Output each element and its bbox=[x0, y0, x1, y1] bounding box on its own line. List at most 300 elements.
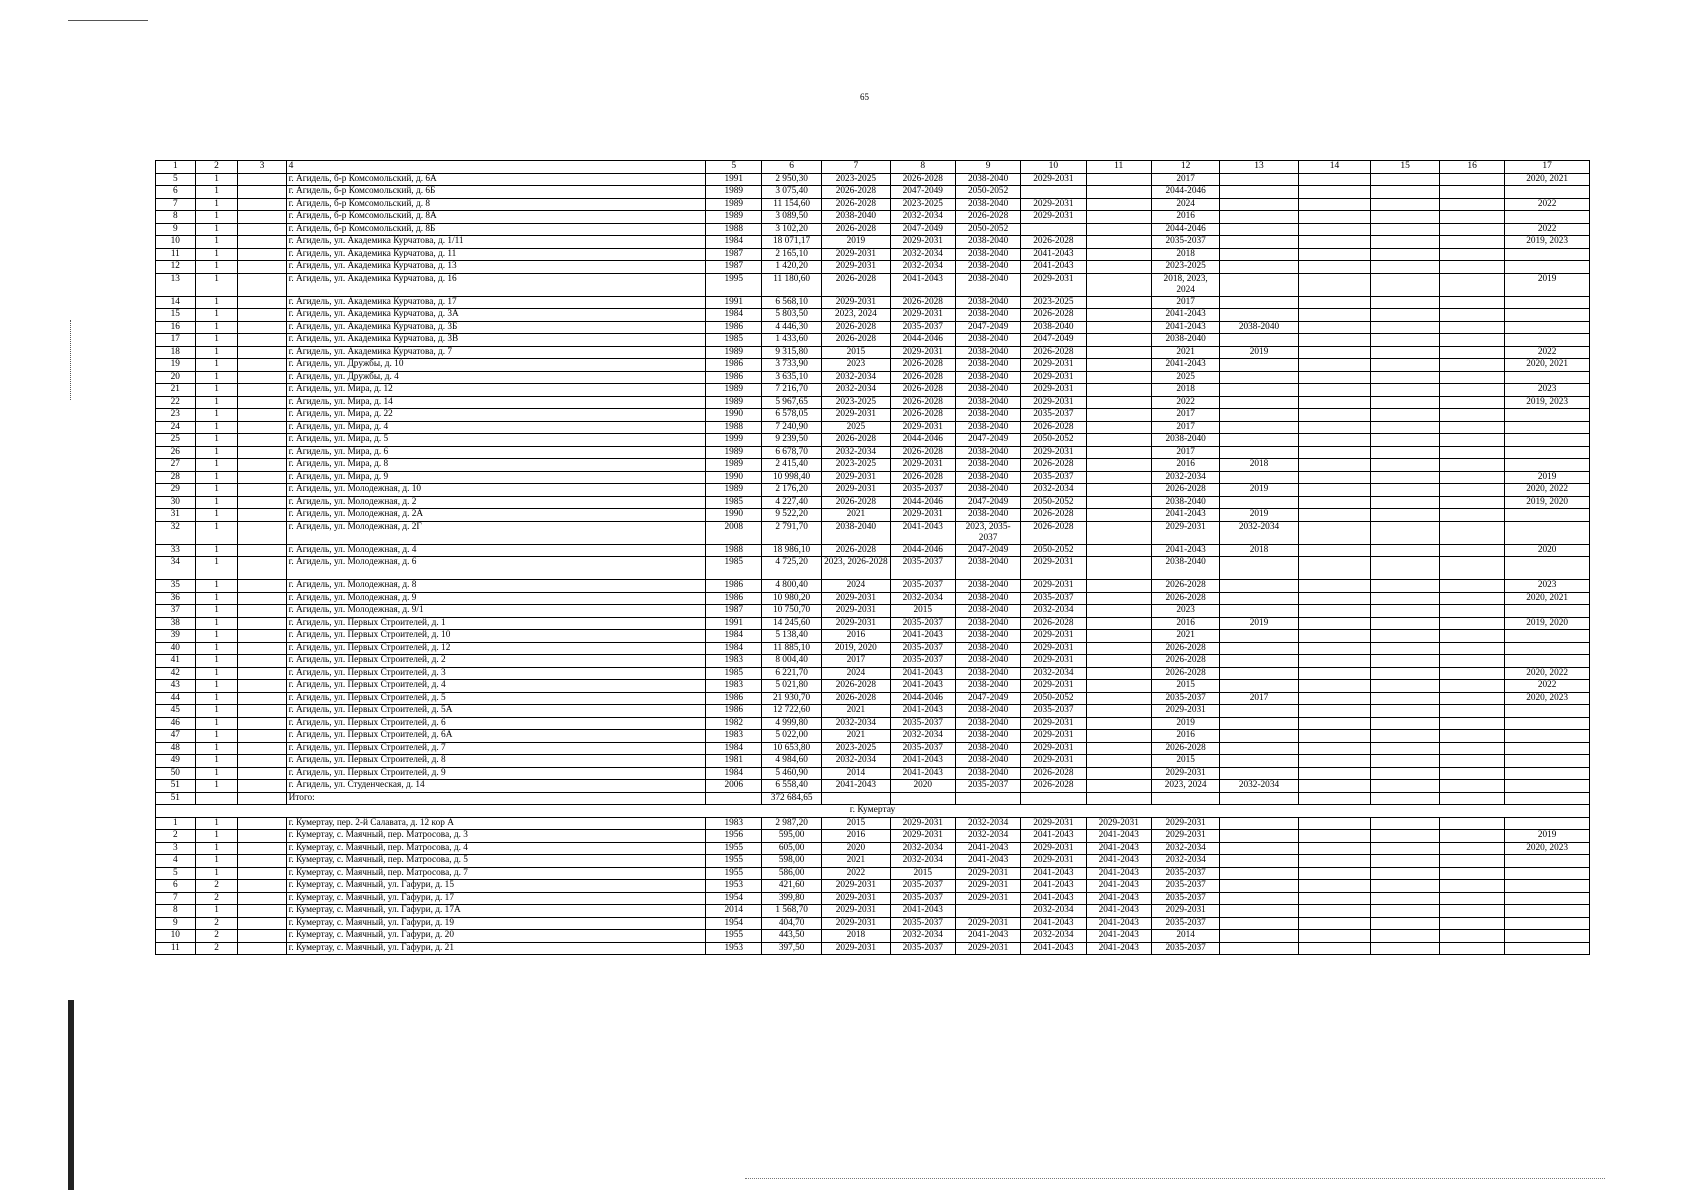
table-row bbox=[156, 842, 1590, 855]
table-cell: 3 075,40 bbox=[762, 186, 822, 199]
table-cell bbox=[1298, 930, 1371, 943]
table-cell bbox=[1439, 409, 1504, 422]
table-cell: 372 684,65 bbox=[762, 792, 822, 805]
table-row bbox=[156, 630, 1590, 643]
table-cell: 2026-2028 bbox=[1021, 509, 1086, 522]
table-cell bbox=[1371, 521, 1440, 544]
table-row bbox=[156, 692, 1590, 705]
table-cell bbox=[1298, 655, 1371, 668]
table-cell: 7 bbox=[156, 198, 196, 211]
table-cell: 2016 bbox=[822, 630, 891, 643]
table-cell: 2018, 2023, 2024 bbox=[1151, 273, 1220, 296]
table-cell: 2026-2028 bbox=[822, 496, 891, 509]
page-number: 65 bbox=[860, 92, 869, 102]
table-cell bbox=[1220, 817, 1298, 830]
bottom-rule bbox=[745, 1178, 1605, 1179]
table-row bbox=[156, 296, 1590, 309]
table-cell: 2026-2028 bbox=[1151, 592, 1220, 605]
table-cell bbox=[1220, 792, 1298, 805]
table-cell: 2029-2031 bbox=[890, 421, 955, 434]
table-cell bbox=[1298, 296, 1371, 309]
table-cell: 2038-2040 bbox=[955, 384, 1020, 397]
table-cell: 2023-2025 bbox=[822, 459, 891, 472]
table-cell: 8 004,40 bbox=[762, 655, 822, 668]
table-cell bbox=[1371, 471, 1440, 484]
table-cell: 1 568,70 bbox=[762, 905, 822, 918]
table-cell: 2035-2037 bbox=[1021, 471, 1086, 484]
table-cell: 6 bbox=[156, 880, 196, 893]
table-cell bbox=[1298, 484, 1371, 497]
table-row bbox=[156, 580, 1590, 593]
table-cell: 3 bbox=[156, 842, 196, 855]
table-cell: 1990 bbox=[706, 509, 762, 522]
table-cell bbox=[1220, 905, 1298, 918]
table-cell bbox=[238, 830, 286, 843]
table-cell bbox=[1220, 842, 1298, 855]
table-cell: 2041-2043 bbox=[890, 521, 955, 544]
address-cell: г. Агидель, ул. Молодежная, д. 9/1 bbox=[286, 605, 706, 618]
table-cell: 1986 bbox=[706, 580, 762, 593]
table-cell bbox=[1439, 692, 1504, 705]
table-cell bbox=[238, 334, 286, 347]
table-cell: 11 885,10 bbox=[762, 642, 822, 655]
table-cell bbox=[1439, 917, 1504, 930]
table-cell bbox=[1021, 223, 1086, 236]
table-cell: 2016 bbox=[1151, 459, 1220, 472]
table-cell: 14 245,60 bbox=[762, 617, 822, 630]
table-cell: 4 800,40 bbox=[762, 580, 822, 593]
table-cell bbox=[1298, 496, 1371, 509]
table-row bbox=[156, 942, 1590, 955]
table-cell: 51 bbox=[156, 780, 196, 793]
table-cell: 2029-2031 bbox=[890, 459, 955, 472]
table-cell: 2 165,10 bbox=[762, 248, 822, 261]
table-cell: 45 bbox=[156, 705, 196, 718]
table-cell: 2038-2040 bbox=[955, 667, 1020, 680]
table-cell: 2035-2037 bbox=[890, 942, 955, 955]
table-cell: 1 bbox=[195, 867, 238, 880]
table-cell: 1 bbox=[195, 544, 238, 557]
address-cell: г. Кумертау, с. Маячный, пер. Матросова, д. 7 bbox=[286, 867, 706, 880]
table-cell: 2041-2043 bbox=[1021, 867, 1086, 880]
table-cell bbox=[1086, 742, 1151, 755]
table-cell: 1999 bbox=[706, 434, 762, 447]
table-cell bbox=[1220, 409, 1298, 422]
table-cell: 2026-2028 bbox=[822, 223, 891, 236]
table-cell bbox=[238, 580, 286, 593]
table-cell: 3 102,20 bbox=[762, 223, 822, 236]
table-cell: 2014 bbox=[1151, 930, 1220, 943]
table-cell bbox=[238, 892, 286, 905]
address-cell: г. Кумертау, с. Маячный, пер. Матросова, д. 3 bbox=[286, 830, 706, 843]
address-cell: г. Агидель, ул. Мира, д. 12 bbox=[286, 384, 706, 397]
table-cell bbox=[1298, 396, 1371, 409]
table-row bbox=[156, 496, 1590, 509]
table-cell bbox=[1505, 855, 1590, 868]
table-cell bbox=[1220, 767, 1298, 780]
table-cell: 1989 bbox=[706, 346, 762, 359]
table-cell bbox=[890, 792, 955, 805]
table-cell bbox=[1439, 223, 1504, 236]
table-cell: 1 bbox=[195, 484, 238, 497]
table-cell: 2015 bbox=[890, 867, 955, 880]
table-cell: 1955 bbox=[706, 930, 762, 943]
table-cell: 2 bbox=[195, 161, 238, 174]
table-cell bbox=[1439, 309, 1504, 322]
table-cell bbox=[1439, 496, 1504, 509]
table-cell: 2024 bbox=[1151, 198, 1220, 211]
table-cell: 1991 bbox=[706, 173, 762, 186]
table-cell: 2026-2028 bbox=[822, 680, 891, 693]
table-cell: 2019 bbox=[1505, 471, 1590, 484]
table-cell: 2041-2043 bbox=[1021, 261, 1086, 274]
table-row bbox=[156, 484, 1590, 497]
table-cell: 2026-2028 bbox=[1021, 459, 1086, 472]
table-cell: 2035-2037 bbox=[890, 892, 955, 905]
table-cell bbox=[1371, 892, 1440, 905]
table-cell bbox=[1439, 359, 1504, 372]
table-row bbox=[156, 459, 1590, 472]
table-cell bbox=[1298, 544, 1371, 557]
table-cell: 42 bbox=[156, 667, 196, 680]
table-cell: 7 240,90 bbox=[762, 421, 822, 434]
table-cell: 1986 bbox=[706, 705, 762, 718]
table-cell bbox=[1371, 557, 1440, 580]
table-cell: 2029-2031 bbox=[955, 892, 1020, 905]
address-cell: г. Агидель, ул. Студенческая, д. 14 bbox=[286, 780, 706, 793]
table-cell: 2038-2040 bbox=[955, 557, 1020, 580]
table-cell: 1 bbox=[195, 334, 238, 347]
table-row bbox=[156, 717, 1590, 730]
table-cell bbox=[1505, 642, 1590, 655]
table-row bbox=[156, 642, 1590, 655]
table-cell bbox=[238, 905, 286, 918]
table-cell: 1 bbox=[195, 780, 238, 793]
table-cell: 9 239,50 bbox=[762, 434, 822, 447]
table-cell bbox=[1086, 642, 1151, 655]
table-cell bbox=[238, 236, 286, 249]
table-cell bbox=[1371, 509, 1440, 522]
table-cell bbox=[1086, 236, 1151, 249]
table-cell: 8 bbox=[156, 905, 196, 918]
table-cell: 4 725,20 bbox=[762, 557, 822, 580]
table-cell bbox=[1298, 509, 1371, 522]
table-cell: 2026-2028 bbox=[1151, 484, 1220, 497]
table-row bbox=[156, 917, 1590, 930]
table-cell: 1 bbox=[195, 421, 238, 434]
table-cell bbox=[1086, 434, 1151, 447]
table-cell: 2038-2040 bbox=[955, 730, 1020, 743]
table-cell: 2035-2037 bbox=[1151, 892, 1220, 905]
table-cell: 2029-2031 bbox=[1021, 742, 1086, 755]
table-cell bbox=[1439, 755, 1504, 768]
table-cell bbox=[1439, 544, 1504, 557]
table-cell: 1 bbox=[195, 173, 238, 186]
table-cell: 2026-2028 bbox=[890, 409, 955, 422]
table-cell bbox=[238, 261, 286, 274]
table-cell: 33 bbox=[156, 544, 196, 557]
table-cell: 1984 bbox=[706, 236, 762, 249]
table-cell bbox=[1439, 767, 1504, 780]
table-cell bbox=[1086, 396, 1151, 409]
table-cell bbox=[238, 617, 286, 630]
table-cell bbox=[1505, 521, 1590, 544]
table-cell: 2032-2034 bbox=[1151, 842, 1220, 855]
table-cell bbox=[1220, 630, 1298, 643]
table-cell: 47 bbox=[156, 730, 196, 743]
table-cell: 2032-2034 bbox=[890, 842, 955, 855]
table-cell: 2015 bbox=[890, 605, 955, 618]
table-cell bbox=[1439, 617, 1504, 630]
table-cell bbox=[1298, 223, 1371, 236]
table-cell: 1985 bbox=[706, 557, 762, 580]
table-cell: 2015 bbox=[1151, 755, 1220, 768]
table-cell: 2047-2049 bbox=[1021, 334, 1086, 347]
table-cell: 1984 bbox=[706, 642, 762, 655]
table-cell: 2022 bbox=[1151, 396, 1220, 409]
table-cell: 11 bbox=[1086, 161, 1151, 174]
table-row bbox=[156, 261, 1590, 274]
table-cell bbox=[1220, 917, 1298, 930]
table-cell: 44 bbox=[156, 692, 196, 705]
table-cell: 2023 bbox=[1505, 384, 1590, 397]
table-cell bbox=[1439, 717, 1504, 730]
table-cell: 32 bbox=[156, 521, 196, 544]
table-cell: 2023-2025 bbox=[890, 198, 955, 211]
table-cell bbox=[1371, 905, 1440, 918]
address-cell: г. Агидель, ул. Молодежная, д. 9 bbox=[286, 592, 706, 605]
table-cell bbox=[1086, 792, 1151, 805]
table-row bbox=[156, 592, 1590, 605]
table-cell: 2029-2031 bbox=[890, 346, 955, 359]
table-row bbox=[156, 880, 1590, 893]
table-cell: Итого: bbox=[286, 792, 706, 805]
table-cell: 1984 bbox=[706, 309, 762, 322]
table-cell bbox=[1298, 767, 1371, 780]
table-cell: 12 bbox=[156, 261, 196, 274]
table-cell bbox=[1371, 484, 1440, 497]
table-cell: 2038-2040 bbox=[955, 509, 1020, 522]
table-cell bbox=[1505, 509, 1590, 522]
table-cell bbox=[238, 446, 286, 459]
table-cell: 2018 bbox=[1151, 384, 1220, 397]
table-cell: 2029-2031 bbox=[1151, 817, 1220, 830]
table-cell bbox=[1371, 296, 1440, 309]
table-cell: 15 bbox=[156, 309, 196, 322]
table-cell: 7 216,70 bbox=[762, 384, 822, 397]
table-row bbox=[156, 655, 1590, 668]
address-cell: г. Агидель, ул. Первых Строителей, д. 5А bbox=[286, 705, 706, 718]
table-cell bbox=[1371, 409, 1440, 422]
table-cell: 2026-2028 bbox=[1021, 521, 1086, 544]
table-cell bbox=[1439, 942, 1504, 955]
table-cell bbox=[1371, 942, 1440, 955]
table-cell bbox=[1371, 642, 1440, 655]
table-cell: 2 950,30 bbox=[762, 173, 822, 186]
table-cell bbox=[1298, 384, 1371, 397]
table-cell: 16 bbox=[1439, 161, 1504, 174]
table-cell: 10 980,20 bbox=[762, 592, 822, 605]
table-cell bbox=[1371, 855, 1440, 868]
table-cell: 2 791,70 bbox=[762, 521, 822, 544]
table-cell bbox=[1439, 434, 1504, 447]
table-cell bbox=[1220, 930, 1298, 943]
table-cell bbox=[1086, 211, 1151, 224]
table-cell bbox=[238, 557, 286, 580]
table-cell bbox=[1220, 273, 1298, 296]
address-cell: г. Кумертау, с. Маячный, пер. Матросова, д. 4 bbox=[286, 842, 706, 855]
table-cell: 2026-2028 bbox=[1021, 780, 1086, 793]
table-cell bbox=[1298, 409, 1371, 422]
table-cell bbox=[1220, 471, 1298, 484]
table-cell bbox=[1371, 173, 1440, 186]
table-cell: 2032-2034 bbox=[1021, 930, 1086, 943]
table-cell: 2038-2040 bbox=[955, 471, 1020, 484]
table-cell: 2029-2031 bbox=[822, 592, 891, 605]
table-cell: 2026-2028 bbox=[890, 471, 955, 484]
table-cell: 2038-2040 bbox=[955, 630, 1020, 643]
table-cell: 2 415,40 bbox=[762, 459, 822, 472]
table-cell: 2032-2034 bbox=[822, 755, 891, 768]
table-row bbox=[156, 892, 1590, 905]
table-cell: 5 022,00 bbox=[762, 730, 822, 743]
table-cell bbox=[1371, 544, 1440, 557]
table-cell: 2029-2031 bbox=[1021, 557, 1086, 580]
table-cell: 1 bbox=[195, 830, 238, 843]
table-cell bbox=[1298, 667, 1371, 680]
table-cell: 1986 bbox=[706, 359, 762, 372]
table-cell: 2026-2028 bbox=[822, 334, 891, 347]
table-cell: 6 221,70 bbox=[762, 667, 822, 680]
table-cell: 2041-2043 bbox=[1086, 930, 1151, 943]
table-cell: 1 bbox=[195, 592, 238, 605]
table-cell bbox=[1298, 273, 1371, 296]
table-cell: 421,60 bbox=[762, 880, 822, 893]
table-cell: 1987 bbox=[706, 605, 762, 618]
table-cell: 2026-2028 bbox=[890, 296, 955, 309]
table-cell: 10 750,70 bbox=[762, 605, 822, 618]
table-cell: 9 bbox=[955, 161, 1020, 174]
table-cell: 2029-2031 bbox=[1021, 173, 1086, 186]
table-cell: 2035-2037 bbox=[1151, 867, 1220, 880]
table-cell bbox=[1371, 617, 1440, 630]
table-cell: 2041-2043 bbox=[1086, 880, 1151, 893]
table-cell bbox=[1371, 755, 1440, 768]
table-cell: 2029-2031 bbox=[822, 296, 891, 309]
table-cell: 2038-2040 bbox=[955, 346, 1020, 359]
table-cell bbox=[1298, 471, 1371, 484]
table-cell: 2019 bbox=[1220, 617, 1298, 630]
table-cell bbox=[1371, 730, 1440, 743]
table-cell bbox=[1371, 261, 1440, 274]
table-cell bbox=[238, 730, 286, 743]
table-cell: 2021 bbox=[822, 509, 891, 522]
table-cell bbox=[1220, 557, 1298, 580]
address-cell: г. Агидель, ул. Первых Строителей, д. 4 bbox=[286, 680, 706, 693]
table-cell bbox=[1371, 717, 1440, 730]
table-cell bbox=[1505, 817, 1590, 830]
table-cell: 2023-2025 bbox=[822, 173, 891, 186]
table-cell bbox=[1439, 817, 1504, 830]
table-cell bbox=[1086, 409, 1151, 422]
table-cell bbox=[1439, 580, 1504, 593]
table-cell: 2029-2031 bbox=[890, 830, 955, 843]
table-cell bbox=[1298, 309, 1371, 322]
table-cell bbox=[1220, 371, 1298, 384]
table-cell bbox=[1220, 173, 1298, 186]
table-cell: 2026-2028 bbox=[1151, 580, 1220, 593]
table-cell bbox=[1298, 867, 1371, 880]
table-cell bbox=[1371, 830, 1440, 843]
table-cell: 1981 bbox=[706, 755, 762, 768]
table-row bbox=[156, 544, 1590, 557]
table-cell bbox=[1086, 655, 1151, 668]
table-cell: 30 bbox=[156, 496, 196, 509]
table-row bbox=[156, 446, 1590, 459]
table-cell: 21 930,70 bbox=[762, 692, 822, 705]
table-cell bbox=[1086, 630, 1151, 643]
table-cell bbox=[1220, 261, 1298, 274]
table-cell: 2021 bbox=[822, 855, 891, 868]
table-cell: 2021 bbox=[1151, 630, 1220, 643]
table-cell: 2 bbox=[195, 880, 238, 893]
table-cell: 1 bbox=[195, 692, 238, 705]
table-cell: 1 bbox=[195, 509, 238, 522]
table-cell: 1 bbox=[195, 605, 238, 618]
table-cell: 2017 bbox=[1151, 296, 1220, 309]
table-cell: 1 433,60 bbox=[762, 334, 822, 347]
table-cell: 1995 bbox=[706, 273, 762, 296]
table-cell bbox=[1439, 186, 1504, 199]
table-cell: 43 bbox=[156, 680, 196, 693]
table-cell: 2018 bbox=[822, 930, 891, 943]
table-cell: 6 578,05 bbox=[762, 409, 822, 422]
table-cell: 2029-2031 bbox=[822, 880, 891, 893]
table-cell bbox=[1439, 296, 1504, 309]
table-cell: 2026-2028 bbox=[1151, 742, 1220, 755]
table-cell: 2035-2037 bbox=[890, 880, 955, 893]
table-cell: 1986 bbox=[706, 321, 762, 334]
address-cell: г. Кумертау, с. Маячный, ул. Гафури, д. 15 bbox=[286, 880, 706, 893]
table-cell: 11 154,60 bbox=[762, 198, 822, 211]
table-cell bbox=[1220, 605, 1298, 618]
table-cell bbox=[1220, 223, 1298, 236]
table-cell: 2047-2049 bbox=[955, 434, 1020, 447]
table-cell: 2041-2043 bbox=[1021, 917, 1086, 930]
table-cell: 2020, 2022 bbox=[1505, 484, 1590, 497]
table-cell: 21 bbox=[156, 384, 196, 397]
table-cell bbox=[1505, 705, 1590, 718]
table-cell bbox=[238, 817, 286, 830]
table-cell: 2041-2043 bbox=[890, 667, 955, 680]
table-cell bbox=[822, 792, 891, 805]
table-cell: 2014 bbox=[822, 767, 891, 780]
table-cell bbox=[1086, 296, 1151, 309]
table-cell: 9 315,80 bbox=[762, 346, 822, 359]
table-cell: 1989 bbox=[706, 198, 762, 211]
table-cell: 1 bbox=[195, 211, 238, 224]
table-cell: 2029-2031 bbox=[1021, 384, 1086, 397]
table-cell bbox=[1220, 742, 1298, 755]
table-cell: 23 bbox=[156, 409, 196, 422]
address-cell: г. Агидель, ул. Мира, д. 22 bbox=[286, 409, 706, 422]
table-cell: 2032-2034 bbox=[1151, 471, 1220, 484]
table-cell bbox=[1298, 717, 1371, 730]
table-row bbox=[156, 521, 1590, 544]
table-cell: 2041-2043 bbox=[890, 705, 955, 718]
table-cell: 2041-2043 bbox=[1021, 892, 1086, 905]
table-cell: 1991 bbox=[706, 617, 762, 630]
